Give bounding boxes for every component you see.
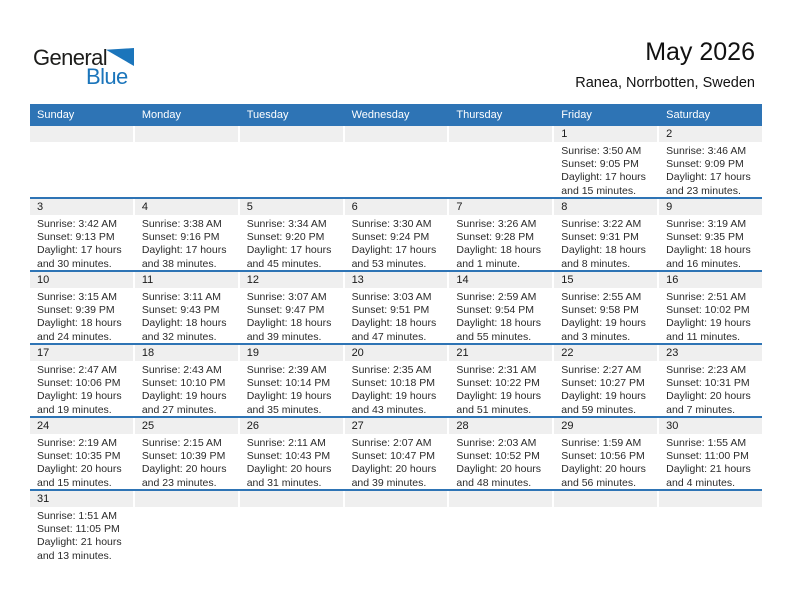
day-number: 2 (659, 126, 762, 142)
daylight-line: Daylight: 19 hours (666, 317, 751, 330)
daylight-minutes-line: and 23 minutes. (141, 476, 217, 489)
sunset-line: Sunset: 11:05 PM (37, 523, 120, 536)
daylight-line: Daylight: 18 hours (246, 317, 332, 330)
day-cell-7 (449, 199, 552, 270)
day-number: 21 (449, 345, 552, 361)
day-number: 25 (135, 418, 238, 434)
sunset-line: Sunset: 9:31 PM (561, 231, 639, 244)
daylight-line: Daylight: 21 hours (37, 536, 122, 549)
day-details (449, 361, 552, 416)
day-details (135, 434, 238, 489)
day-details (345, 288, 448, 343)
daylight-minutes-line: and 59 minutes. (561, 403, 636, 416)
logo-text-blue: Blue (86, 64, 128, 89)
daylight-line: Daylight: 21 hours (666, 463, 751, 476)
day-cell-empty (554, 491, 657, 564)
day-number-strip-empty (240, 491, 343, 507)
day-cell-28 (449, 418, 552, 489)
daylight-minutes-line: and 39 minutes. (351, 476, 427, 489)
day-number: 10 (30, 272, 133, 288)
sunset-line: Sunset: 10:52 PM (456, 450, 540, 463)
month-title: May 2026 (645, 38, 755, 66)
sunset-line: Sunset: 9:47 PM (246, 304, 325, 317)
weekday-header-thursday: Thursday (456, 109, 503, 121)
daylight-line: Daylight: 19 hours (561, 390, 646, 403)
week-row-1 (30, 126, 762, 199)
sunset-line: Sunset: 9:24 PM (351, 231, 430, 244)
daylight-line: Daylight: 18 hours (141, 317, 227, 330)
sunset-line: Sunset: 9:39 PM (37, 304, 115, 317)
daylight-minutes-line: and 45 minutes. (246, 257, 322, 270)
weekday-header-saturday: Saturday (666, 109, 711, 121)
day-number: 24 (30, 418, 133, 434)
day-number: 12 (240, 272, 343, 288)
sunset-line: Sunset: 10:47 PM (351, 450, 436, 463)
daylight-line: Daylight: 17 hours (37, 244, 122, 257)
sunrise-line: Sunrise: 2:55 AM (561, 291, 642, 303)
day-number: 8 (554, 199, 657, 215)
daylight-minutes-line: and 4 minutes. (666, 476, 736, 489)
day-details (30, 288, 133, 343)
day-number: 28 (449, 418, 552, 434)
day-cell-empty (30, 126, 133, 197)
daylight-minutes-line: and 13 minutes. (37, 549, 112, 562)
sunrise-line: Sunrise: 3:03 AM (351, 291, 432, 303)
day-cell-22 (554, 345, 657, 416)
daylight-line: Daylight: 19 hours (351, 390, 437, 403)
daylight-line: Daylight: 18 hours (351, 317, 437, 330)
day-cell-empty (240, 491, 343, 564)
daylight-line: Daylight: 17 hours (561, 171, 646, 184)
day-cell-11 (135, 272, 238, 343)
calendar-grid (30, 126, 762, 564)
daylight-line: Daylight: 20 hours (666, 390, 751, 403)
daylight-minutes-line: and 48 minutes. (456, 476, 532, 489)
day-details (240, 215, 343, 270)
day-cell-17 (30, 345, 133, 416)
day-details (240, 361, 343, 416)
sunrise-line: Sunrise: 2:11 AM (246, 437, 326, 449)
sunrise-line: Sunrise: 1:55 AM (666, 437, 747, 449)
day-number: 29 (554, 418, 657, 434)
day-number-strip-empty (135, 126, 238, 142)
sunrise-line: Sunrise: 2:47 AM (37, 364, 117, 376)
daylight-line: Daylight: 18 hours (456, 244, 542, 257)
day-cell-21 (449, 345, 552, 416)
day-cell-12 (240, 272, 343, 343)
day-cell-empty (135, 126, 238, 197)
sunrise-line: Sunrise: 3:07 AM (246, 291, 327, 303)
day-details (659, 215, 762, 270)
day-cell-5 (240, 199, 343, 270)
day-cell-empty (345, 491, 448, 564)
daylight-minutes-line: and 19 minutes. (37, 403, 112, 416)
daylight-line: Daylight: 20 hours (456, 463, 542, 476)
day-cell-23 (659, 345, 762, 416)
sunrise-line: Sunrise: 3:42 AM (37, 218, 117, 230)
day-details (345, 361, 448, 416)
daylight-minutes-line: and 23 minutes. (666, 184, 741, 197)
sunset-line: Sunset: 10:14 PM (246, 377, 331, 390)
calendar-table (30, 104, 762, 564)
logo-text-general: General (33, 45, 108, 70)
day-details (554, 288, 657, 343)
day-details (659, 288, 762, 343)
day-details (240, 434, 343, 489)
week-row-4 (30, 345, 762, 418)
sunrise-line: Sunrise: 3:26 AM (456, 218, 537, 230)
day-cell-25 (135, 418, 238, 489)
day-details (449, 434, 552, 489)
day-cell-1 (554, 126, 657, 197)
sunrise-line: Sunrise: 3:19 AM (666, 218, 747, 230)
day-cell-4 (135, 199, 238, 270)
sunset-line: Sunset: 10:27 PM (561, 377, 645, 390)
sunset-line: Sunset: 10:39 PM (141, 450, 226, 463)
daylight-minutes-line: and 35 minutes. (246, 403, 322, 416)
daylight-minutes-line: and 8 minutes. (561, 257, 631, 270)
day-number: 15 (554, 272, 657, 288)
sunrise-line: Sunrise: 3:50 AM (561, 145, 642, 157)
day-number: 5 (240, 199, 343, 215)
sunrise-line: Sunrise: 2:03 AM (456, 437, 537, 449)
day-details (135, 215, 238, 270)
day-cell-29 (554, 418, 657, 489)
day-number: 16 (659, 272, 762, 288)
day-cell-8 (554, 199, 657, 270)
daylight-line: Daylight: 20 hours (246, 463, 332, 476)
sunset-line: Sunset: 10:10 PM (141, 377, 226, 390)
day-details (554, 434, 657, 489)
daylight-minutes-line: and 32 minutes. (141, 330, 217, 343)
daylight-line: Daylight: 17 hours (666, 171, 751, 184)
day-number: 6 (345, 199, 448, 215)
week-row-3 (30, 272, 762, 345)
day-number: 17 (30, 345, 133, 361)
day-cell-30 (659, 418, 762, 489)
day-number: 7 (449, 199, 552, 215)
day-cell-empty (345, 126, 448, 197)
day-number-strip-empty (449, 126, 552, 142)
day-cell-24 (30, 418, 133, 489)
day-number: 4 (135, 199, 238, 215)
sunset-line: Sunset: 9:09 PM (666, 158, 744, 171)
daylight-minutes-line: and 31 minutes. (246, 476, 322, 489)
daylight-minutes-line: and 3 minutes. (561, 330, 631, 343)
weekday-header-wednesday: Wednesday (351, 109, 410, 121)
week-row-6 (30, 491, 762, 564)
day-cell-15 (554, 272, 657, 343)
sunrise-line: Sunrise: 2:31 AM (456, 364, 537, 376)
day-cell-18 (135, 345, 238, 416)
day-number: 18 (135, 345, 238, 361)
sunrise-line: Sunrise: 2:59 AM (456, 291, 537, 303)
week-row-2 (30, 199, 762, 272)
sunrise-line: Sunrise: 2:51 AM (666, 291, 747, 303)
daylight-line: Daylight: 19 hours (37, 390, 122, 403)
sunset-line: Sunset: 10:56 PM (561, 450, 645, 463)
sunrise-line: Sunrise: 1:51 AM (37, 510, 117, 522)
day-number-strip-empty (135, 491, 238, 507)
day-cell-empty (659, 491, 762, 564)
day-number: 26 (240, 418, 343, 434)
day-number-strip-empty (30, 126, 133, 142)
daylight-line: Daylight: 18 hours (561, 244, 646, 257)
day-number: 3 (30, 199, 133, 215)
daylight-minutes-line: and 27 minutes. (141, 403, 217, 416)
weekday-header-monday: Monday (141, 109, 181, 121)
day-number-strip-empty (345, 126, 448, 142)
title-block (575, 38, 755, 91)
daylight-line: Daylight: 20 hours (561, 463, 646, 476)
day-cell-26 (240, 418, 343, 489)
daylight-minutes-line: and 16 minutes. (666, 257, 741, 270)
week-row-5 (30, 418, 762, 491)
day-cell-13 (345, 272, 448, 343)
day-number-strip-empty (659, 491, 762, 507)
sunrise-line: Sunrise: 2:07 AM (351, 437, 432, 449)
day-cell-19 (240, 345, 343, 416)
day-cell-empty (449, 126, 552, 197)
day-details (449, 288, 552, 343)
daylight-line: Daylight: 19 hours (456, 390, 542, 403)
sunrise-line: Sunrise: 2:27 AM (561, 364, 642, 376)
sunrise-line: Sunrise: 3:11 AM (141, 291, 222, 303)
sunrise-line: Sunrise: 2:15 AM (141, 437, 222, 449)
sunset-line: Sunset: 9:05 PM (561, 158, 639, 171)
day-number-strip-empty (449, 491, 552, 507)
general-blue-logo (33, 47, 153, 92)
sunrise-line: Sunrise: 3:22 AM (561, 218, 642, 230)
sunset-line: Sunset: 9:13 PM (37, 231, 115, 244)
day-number: 20 (345, 345, 448, 361)
weekday-header-tuesday: Tuesday (246, 109, 289, 121)
daylight-line: Daylight: 20 hours (351, 463, 437, 476)
sunrise-line: Sunrise: 3:34 AM (246, 218, 327, 230)
daylight-line: Daylight: 17 hours (141, 244, 227, 257)
day-cell-empty (449, 491, 552, 564)
day-number: 13 (345, 272, 448, 288)
daylight-line: Daylight: 20 hours (37, 463, 122, 476)
sunrise-line: Sunrise: 2:35 AM (351, 364, 432, 376)
sunset-line: Sunset: 9:51 PM (351, 304, 430, 317)
day-number: 30 (659, 418, 762, 434)
weekday-header-friday: Friday (561, 109, 592, 121)
sunset-line: Sunset: 10:02 PM (666, 304, 750, 317)
day-cell-3 (30, 199, 133, 270)
sunset-line: Sunset: 9:35 PM (666, 231, 744, 244)
daylight-line: Daylight: 18 hours (666, 244, 751, 257)
day-cell-31 (30, 491, 133, 564)
sunset-line: Sunset: 9:28 PM (456, 231, 535, 244)
day-details (345, 434, 448, 489)
day-number-strip-empty (345, 491, 448, 507)
daylight-minutes-line: and 38 minutes. (141, 257, 217, 270)
day-cell-16 (659, 272, 762, 343)
day-number: 23 (659, 345, 762, 361)
daylight-line: Daylight: 19 hours (141, 390, 227, 403)
daylight-minutes-line: and 1 minute. (456, 257, 521, 270)
day-details (30, 215, 133, 270)
day-details (659, 434, 762, 489)
day-number: 1 (554, 126, 657, 142)
sunrise-line: Sunrise: 2:23 AM (666, 364, 747, 376)
sunset-line: Sunset: 9:20 PM (246, 231, 325, 244)
daylight-line: Daylight: 19 hours (246, 390, 332, 403)
daylight-line: Daylight: 17 hours (246, 244, 332, 257)
sunrise-line: Sunrise: 3:30 AM (351, 218, 432, 230)
day-number-strip-empty (240, 126, 343, 142)
daylight-minutes-line: and 53 minutes. (351, 257, 427, 270)
daylight-minutes-line: and 24 minutes. (37, 330, 112, 343)
day-details (449, 215, 552, 270)
day-details (30, 361, 133, 416)
daylight-line: Daylight: 17 hours (351, 244, 437, 257)
day-details (554, 215, 657, 270)
weekday-header-sunday: Sunday (37, 109, 75, 121)
day-number: 27 (345, 418, 448, 434)
sunrise-line: Sunrise: 2:19 AM (37, 437, 117, 449)
sunset-line: Sunset: 9:54 PM (456, 304, 535, 317)
daylight-line: Daylight: 18 hours (37, 317, 122, 330)
day-cell-20 (345, 345, 448, 416)
daylight-minutes-line: and 11 minutes. (666, 330, 741, 343)
day-number: 22 (554, 345, 657, 361)
day-cell-empty (135, 491, 238, 564)
daylight-minutes-line: and 47 minutes. (351, 330, 427, 343)
day-details (135, 361, 238, 416)
day-cell-9 (659, 199, 762, 270)
day-number: 9 (659, 199, 762, 215)
day-number: 11 (135, 272, 238, 288)
sunset-line: Sunset: 11:00 PM (666, 450, 749, 463)
sunset-line: Sunset: 9:58 PM (561, 304, 639, 317)
sunset-line: Sunset: 10:43 PM (246, 450, 331, 463)
sunset-line: Sunset: 9:16 PM (141, 231, 220, 244)
sunset-line: Sunset: 10:22 PM (456, 377, 540, 390)
day-number: 19 (240, 345, 343, 361)
sunset-line: Sunset: 10:31 PM (666, 377, 750, 390)
day-details (659, 142, 762, 197)
sunrise-line: Sunrise: 1:59 AM (561, 437, 642, 449)
daylight-minutes-line: and 56 minutes. (561, 476, 636, 489)
day-details (345, 215, 448, 270)
day-number-strip-empty (554, 491, 657, 507)
day-number: 14 (449, 272, 552, 288)
day-number: 31 (30, 491, 133, 507)
day-details (135, 288, 238, 343)
daylight-line: Daylight: 19 hours (561, 317, 646, 330)
sunrise-line: Sunrise: 3:46 AM (666, 145, 747, 157)
day-details (554, 361, 657, 416)
day-details (240, 288, 343, 343)
sunset-line: Sunset: 10:06 PM (37, 377, 121, 390)
sunrise-line: Sunrise: 2:43 AM (141, 364, 222, 376)
daylight-minutes-line: and 15 minutes. (561, 184, 636, 197)
daylight-minutes-line: and 43 minutes. (351, 403, 427, 416)
day-cell-27 (345, 418, 448, 489)
day-details (30, 507, 133, 563)
sunset-line: Sunset: 10:18 PM (351, 377, 436, 390)
day-cell-10 (30, 272, 133, 343)
sunset-line: Sunset: 10:35 PM (37, 450, 121, 463)
day-cell-6 (345, 199, 448, 270)
daylight-minutes-line: and 7 minutes. (666, 403, 736, 416)
sunset-line: Sunset: 9:43 PM (141, 304, 220, 317)
day-details (659, 361, 762, 416)
daylight-line: Daylight: 20 hours (141, 463, 227, 476)
daylight-line: Daylight: 18 hours (456, 317, 542, 330)
daylight-minutes-line: and 39 minutes. (246, 330, 322, 343)
daylight-minutes-line: and 15 minutes. (37, 476, 112, 489)
location-subtitle: Ranea, Norrbotten, Sweden (575, 74, 755, 91)
sunrise-line: Sunrise: 2:39 AM (246, 364, 327, 376)
day-cell-2 (659, 126, 762, 197)
daylight-minutes-line: and 30 minutes. (37, 257, 112, 270)
weekday-header-row (30, 104, 762, 126)
daylight-minutes-line: and 55 minutes. (456, 330, 532, 343)
daylight-minutes-line: and 51 minutes. (456, 403, 532, 416)
sunrise-line: Sunrise: 3:15 AM (37, 291, 117, 303)
day-cell-14 (449, 272, 552, 343)
day-details (554, 142, 657, 197)
day-details (30, 434, 133, 489)
day-cell-empty (240, 126, 343, 197)
sunrise-line: Sunrise: 3:38 AM (141, 218, 222, 230)
